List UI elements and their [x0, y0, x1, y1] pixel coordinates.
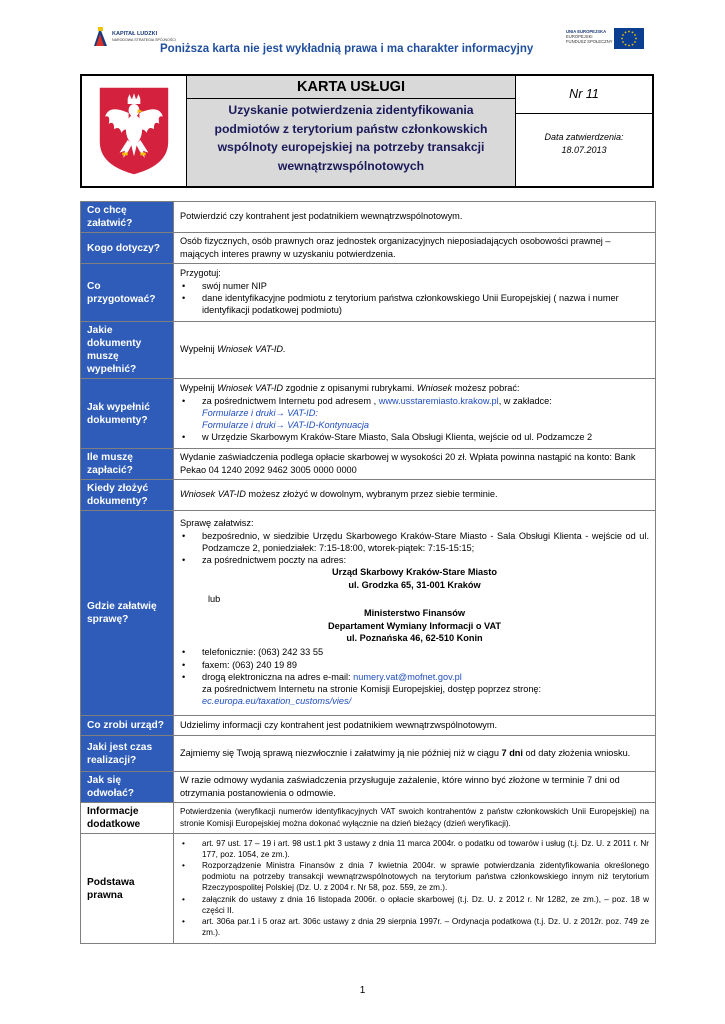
service-info-table	[80, 201, 656, 944]
dokumenty-prefix: Wypełnij	[180, 344, 218, 355]
card-number: Nr 11	[516, 76, 652, 114]
table-row	[81, 803, 656, 834]
zlozyc-text: możesz złożyć w dowolnym, wybranym przez siebie terminie.	[245, 489, 498, 500]
text: 7 dni	[501, 747, 523, 758]
list-item: • art. 97 ust. 17 – 19 i art. 98 ust.1 pkt 3 ustawy z dnia 11 marca 2004r. o podatku od towarów i usług (t.j. Dz. U. z 2011 r. Nr 177, poz. 1054, ze zm.).	[180, 838, 649, 860]
table-row	[81, 322, 656, 379]
logo-left-line2: NARODOWA STRATEGIA SPÓJNOŚCI	[112, 38, 176, 42]
text: Wniosek VAT-ID	[217, 383, 284, 394]
logo-left-line1: KAPITAŁ LUDZKI	[112, 31, 158, 37]
row-value-zrobi: Udzielimy informacji czy kontrahent jest podatnikiem wewnątrzwspólnotowym.	[174, 716, 656, 736]
email-link[interactable]: numery.vat@mofnet.gov.pl	[353, 671, 462, 682]
row-label-zlozyc: Kiedy złożyć dokumenty?	[81, 480, 174, 511]
wypelnic-intro	[180, 382, 649, 394]
subtitle-line: wspólnoty europejskiej na potrzeby transakcji	[217, 140, 485, 154]
row-value-odwolac: W razie odmowy wydania zaświadczenia przysługuje zażalenie, które winno być złożone w terminie 7 dni od otrzymania postanowienia o odmowie.	[174, 772, 656, 803]
kapital-ludzki-mark-icon	[92, 26, 109, 48]
list-item: • załącznik do ustawy z dnia 16 listopada 2006r. o opłacie skarbowej (t.j. Dz. U. z 2012 r. Nr 1282, ze zm.), – poz. 18 w części II.	[180, 894, 649, 916]
row-label-zaplacic: Ile muszę zapłacić?	[81, 449, 174, 480]
zlozyc-doc: Wniosek VAT-ID	[180, 489, 246, 500]
approval-date-value: 18.07.2013	[561, 145, 607, 155]
service-card-header	[80, 74, 654, 188]
row-value-dokumenty	[174, 322, 656, 379]
text: Zajmiemy się Twoją sprawą niezwłocznie i załatwimy ją nie później niż w ciągu	[180, 747, 502, 758]
row-label-informacje: Informacje dodatkowe	[81, 803, 174, 834]
text: możesz pobrać:	[452, 383, 520, 394]
approval-date	[516, 131, 652, 157]
card-title: KARTA USŁUGI	[187, 79, 515, 99]
text: Wniosek	[416, 383, 453, 394]
przygotowac-intro: Przygotuj:	[180, 268, 221, 279]
list-item: • w Urzędzie Skarbowym Kraków-Stare Miasto, Sala Obsługi Klienta, wejście od ul. Podzamcze 2	[180, 431, 649, 443]
row-value-kogo: Osób fizycznych, osób prawnych oraz jednostek organizacyjnych nieposiadających osobowości prawnej – mających interes prawny w uzyskaniu potwierdzenia.	[174, 233, 656, 264]
or-separator: lub	[208, 594, 221, 605]
vies-text: za pośrednictwem Internetu na stronie Komisji Europejskiej, dostęp poprzez stronę:	[202, 684, 542, 695]
row-label-kogo: Kogo dotyczy?	[81, 233, 174, 264]
vies-link[interactable]: ec.europa.eu/taxation_customs/vies/	[202, 696, 352, 707]
list-item: • art. 306a par.1 i 5 oraz art. 306c ustawy z dnia 29 sierpnia 1997r. – Ordynacja podatkowa (t.j. Dz. U. z 2012r. poz. 749 ze zm.).	[180, 916, 649, 938]
row-label-dokumenty: Jakie dokumenty muszę wypełnić?	[81, 322, 174, 379]
subtitle-line: podmiotów z terytorium państw członkowskich	[214, 121, 488, 136]
row-value-informacje: Potwierdzenia (weryfikacji numerów identyfikacyjnych VAT swoich kontrahentów z państw członkowskich Unii Europejskiej) na stronie Komisji Europejskiej można dokonać wyłącznie na dzień bieżący (dzień weryfikacji).	[174, 803, 656, 834]
row-value-zaplacic: Wydanie zaświadczenia podlega opłacie skarbowej w wysokości 20 zł. Wpłata powinna nastąpić na konto: Bank Pekao 04 1240 2092 9462 3005 0000 0000	[174, 449, 656, 480]
list-item: • bezpośrednio, w siedzibie Urzędu Skarbowego Kraków-Stare Miasto - Sala Obsługi Klienta - wejście od ul. Podzamcze 2, poniedziałek: 7:15-18:00, wtorek-piątek: 7:15-15:15;	[180, 530, 649, 555]
gdzie-intro: Sprawę załatwisz:	[180, 518, 254, 529]
form-path-vat-id[interactable]: Formularze i druki→ VAT-ID:	[202, 407, 318, 418]
address-line: ul. Poznańska 46, 62-510 Konin	[346, 632, 483, 643]
list-item: • faxem: (063) 240 19 89	[180, 659, 649, 671]
row-value-gdzie	[174, 511, 656, 716]
card-subtitle	[193, 101, 509, 175]
row-value-czas	[174, 736, 656, 772]
title-cell	[186, 76, 516, 186]
table-row	[81, 511, 656, 716]
eu-logo	[566, 28, 646, 52]
address-line: ul. Grodzka 65, 31-001 Kraków	[348, 579, 481, 590]
eu-logo-text	[566, 29, 614, 44]
address-line: Departament Wymiany Informacji o VAT	[327, 620, 502, 631]
approval-date-label: Data zatwierdzenia:	[544, 132, 624, 142]
eu-flag-icon	[614, 28, 644, 49]
text: za pośrednictwem Internetu pod adresem ,	[202, 395, 379, 406]
kapital-ludzki-logo	[92, 26, 176, 50]
row-value-przygotowac	[174, 264, 656, 322]
list-item	[180, 395, 649, 407]
text: drogą elektroniczna na adres e-mail:	[202, 671, 354, 682]
disclaimer: Poniższa karta nie jest wykładnią prawa i ma charakter informacyjny	[160, 43, 534, 55]
form-path-vat-id-kontynuacja[interactable]: Formularze i druki→ VAT-ID-Kontynuacja	[202, 420, 369, 431]
list-item: • za pośrednictwem poczty na adres:	[180, 554, 649, 566]
eu-logo-line1: UNIA EUROPEJSKA	[566, 29, 607, 34]
row-value-co-chce: Potwierdzić czy kontrahent jest podatnikiem wewnątrzwspólnotowym.	[174, 202, 656, 233]
table-row	[81, 379, 656, 449]
row-label-gdzie: Gdzie załatwię sprawę?	[81, 511, 174, 716]
row-value-podstawa	[174, 834, 656, 944]
table-row	[81, 834, 656, 944]
list-item	[180, 671, 649, 683]
row-label-podstawa: Podstawa prawna	[81, 834, 174, 944]
list-item: • telefonicznie: (063) 242 33 55	[180, 646, 649, 658]
address-line: Urząd Skarbowy Kraków-Stare Miasto	[332, 567, 497, 578]
usstaremiasto-link[interactable]: www.usstaremiasto.krakow.pl	[378, 395, 499, 406]
row-label-odwolac: Jak się odwołać?	[81, 772, 174, 803]
table-row	[81, 449, 656, 480]
list-item: • dane identyfikacyjne podmiotu z terytorium państwa członkowskiego Unii Europejskiej ( nazwa i numer identyfikacji podatkowej podmiotu)	[180, 292, 649, 317]
text: Wypełnij	[180, 383, 218, 394]
dokumenty-doc: Wniosek VAT-ID.	[217, 344, 286, 355]
row-label-przygotowac: Co przygotować?	[81, 264, 174, 322]
page-number: 1	[359, 985, 366, 996]
address-line: Ministerstwo Finansów	[363, 608, 466, 619]
text: , w zakładce:	[498, 395, 552, 406]
text: zgodnie z opisanymi rubrykami.	[283, 383, 417, 394]
eu-logo-line3: FUNDUSZ SPOŁECZNY	[566, 39, 613, 44]
row-label-co-chce: Co chcę załatwić?	[81, 202, 174, 233]
polish-emblem-icon	[98, 86, 170, 176]
row-value-zlozyc	[174, 480, 656, 511]
table-row	[81, 772, 656, 803]
table-row	[81, 233, 656, 264]
table-row	[81, 202, 656, 233]
subtitle-line: Uzyskanie potwierdzenia zidentyfikowania	[228, 103, 474, 117]
table-row	[81, 736, 656, 772]
subtitle-line: wewnątrzwspólnotowych	[277, 158, 425, 173]
eu-logo-line2: EUROPEJSKI	[566, 34, 593, 39]
row-label-zrobi: Co zrobi urząd?	[81, 716, 174, 736]
table-row	[81, 716, 656, 736]
list-item: • Rozporządzenie Ministra Finansów z dnia 7 kwietnia 2004r. w sprawie potwierdzania zidentyfikowania określonego podmiotu na potrzeby transakcji wewnątrzwspólnotowych na terytorium państwa członkowskiego innym niż terytorium Rzeczypospolitej Polskiej (Dz. U. z 2004 r. Nr 58, poz. 559, ze zm.).	[180, 860, 649, 894]
row-label-wypelnic: Jak wypełnić dokumenty?	[81, 379, 174, 449]
row-value-wypelnic	[174, 379, 656, 449]
table-row	[81, 264, 656, 322]
row-label-czas: Jaki jest czas realizacji?	[81, 736, 174, 772]
text: od daty złożenia wniosku.	[522, 747, 631, 758]
table-row	[81, 480, 656, 511]
list-item: • swój numer NIP	[180, 280, 649, 292]
emblem-cell	[82, 76, 186, 186]
